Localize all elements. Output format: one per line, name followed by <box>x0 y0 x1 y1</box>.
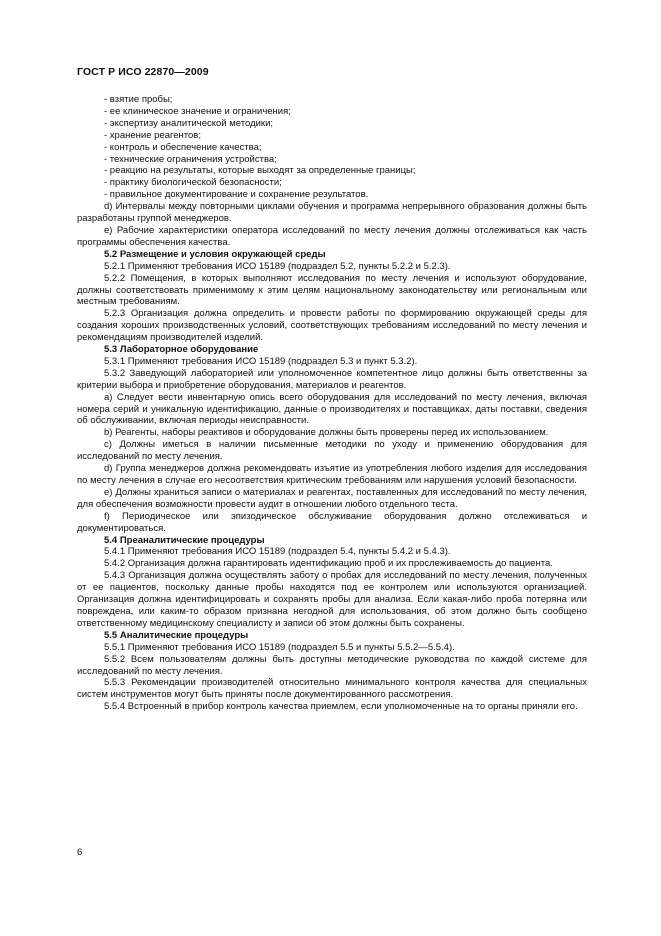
paragraph-5-5-3: 5.5.3 Рекомендации производителей относительно минимального контроля качества для специальных систем инструментов могут быть приняты после документированного рассмотрения. <box>77 677 587 701</box>
paragraph-5-5-1: 5.5.1 Применяют требования ИСО 15189 (подраздел 5.5 и пункты 5.5.2—5.5.4). <box>104 641 455 653</box>
document-body <box>77 94 587 713</box>
paragraph-5-4-1: 5.4.1 Применяют требования ИСО 15189 (подраздел 5.4, пункты 5.4.2 и 5.4.3). <box>104 546 451 558</box>
paragraph-5-2-1: 5.2.1 Применяют требования ИСО 15189 (подраздел 5.2, пункты 5.2.2 и 5.2.3). <box>104 260 451 272</box>
section-heading-5-3: 5.3 Лабораторное оборудование <box>104 344 259 356</box>
paragraph-5-2-3: 5.2.3 Организация должна определить и провести работы по формированию окружающей среды для создания хороших производственных условий, соответствующих требованиям исследований по месту лечения и рекомендациям производителей изделий. <box>77 308 587 344</box>
paragraph-5-5-2: 5.5.2 Всем пользователям должны быть доступны методические руководства по каждой системе для исследований по месту лечения. <box>77 653 587 677</box>
paragraph-5-3-2-e: e) Должны храниться записи о материалах и реагентах, поставленных для исследований по месту лечения, для обеспечения возможности провести аудит в отношении любого отдельного теста. <box>77 486 587 510</box>
list-item: - контроль и обеспечение качества; <box>104 141 262 153</box>
paragraph-5-3-2-f: f) Периодическое или эпизодическое обслуживание оборудования должно отслеживаться и документироваться. <box>77 510 587 534</box>
paragraph-5-5-4: 5.5.4 Встроенный в прибор контроль качества приемлем, если уполномоченные на то органы приняли его. <box>104 701 578 713</box>
list-item: - хранение реагентов; <box>104 129 201 141</box>
document-header: ГОСТ Р ИСО 22870—2009 <box>77 66 209 78</box>
section-heading-5-5: 5.5 Аналитические процедуры <box>104 629 249 641</box>
list-item: - экспертизу аналитической методики; <box>104 117 274 129</box>
list-item: - правильное документирование и сохранение результатов. <box>104 189 369 201</box>
paragraph-5-3-1: 5.3.1 Применяют требования ИСО 15189 (подраздел 5.3 и пункт 5.3.2). <box>104 355 418 367</box>
section-heading-5-4: 5.4 Преаналитические процедуры <box>104 534 265 546</box>
paragraph-5-3-2: 5.3.2 Заведующий лабораторией или уполномоченное компетентное лицо должны быть ответственны за критерии выбора и приобретение оборудования, материалов и реагентов. <box>77 367 587 391</box>
paragraph-d: d) Интервалы между повторными циклами обучения и программа непрерывного образования должны быть разработаны группой менеджеров. <box>77 201 587 225</box>
list-item: - ее клиническое значение и ограничения; <box>104 105 291 117</box>
paragraph-5-3-2-d: d) Группа менеджеров должна рекомендовать изъятие из употребления любого изделия для исследования по месту лечения в случае его несоответствия критическим требованиям или нарушения условий безопасности. <box>77 463 587 486</box>
list-item: - технические ограничения устройства; <box>104 153 277 165</box>
list-item: - практику биологической безопасности; <box>104 177 282 189</box>
list-item: - взятие пробы; <box>104 94 173 105</box>
page-number: 6 <box>77 847 83 858</box>
paragraph-5-4-3: 5.4.3 Организация должна осуществлять заботу о пробах для исследований по месту лечения, полученных от ее пациентов, поскольку данные пробы находятся под ее контролем или используются организацией. Организация должна идентифицировать и сохранять пробы для анализа. Если какая-либо проба потеряна или повреждена, или каким-то образом признана негодной для использования, об этом должно быть сообщено ответственному медицинскому специалисту и записи об этом должны быть сохранены. <box>77 570 587 629</box>
paragraph-e: e) Рабочие характеристики оператора исследований по месту лечения должны отслеживаться как часть программы обеспечения качества. <box>77 224 587 248</box>
list-item: - реакцию на результаты, которые выходят за определенные границы; <box>104 165 416 177</box>
paragraph-5-3-2-c: c) Должны иметься в наличии письменные методики по уходу и применению оборудования для исследований по месту лечения. <box>77 439 587 463</box>
section-heading-5-2: 5.2 Размещение и условия окружающей среды <box>104 248 326 260</box>
paragraph-5-4-2: 5.4.2 Организация должна гарантировать идентификацию проб и их прослеживаемость до пациента. <box>104 558 553 570</box>
paragraph-5-3-2-a: a) Следует вести инвентарную опись всего оборудования для исследований по месту лечения, включая номера серий и уникальную идентификацию, данные о производителях и поставщиках, даты поставки, сведения об обслуживании, включая периоды неисправности. <box>77 391 587 427</box>
paragraph-5-3-2-b: b) Реагенты, наборы реактивов и оборудование должны быть проверены перед их использованием. <box>104 427 549 439</box>
paragraph-5-2-2: 5.2.2 Помещения, в которых выполняют исследования по месту лечения и используют оборудование, должны соответствовать применимому к этим целям национальному законодательству или региональным или местным требованиям. <box>77 272 587 308</box>
